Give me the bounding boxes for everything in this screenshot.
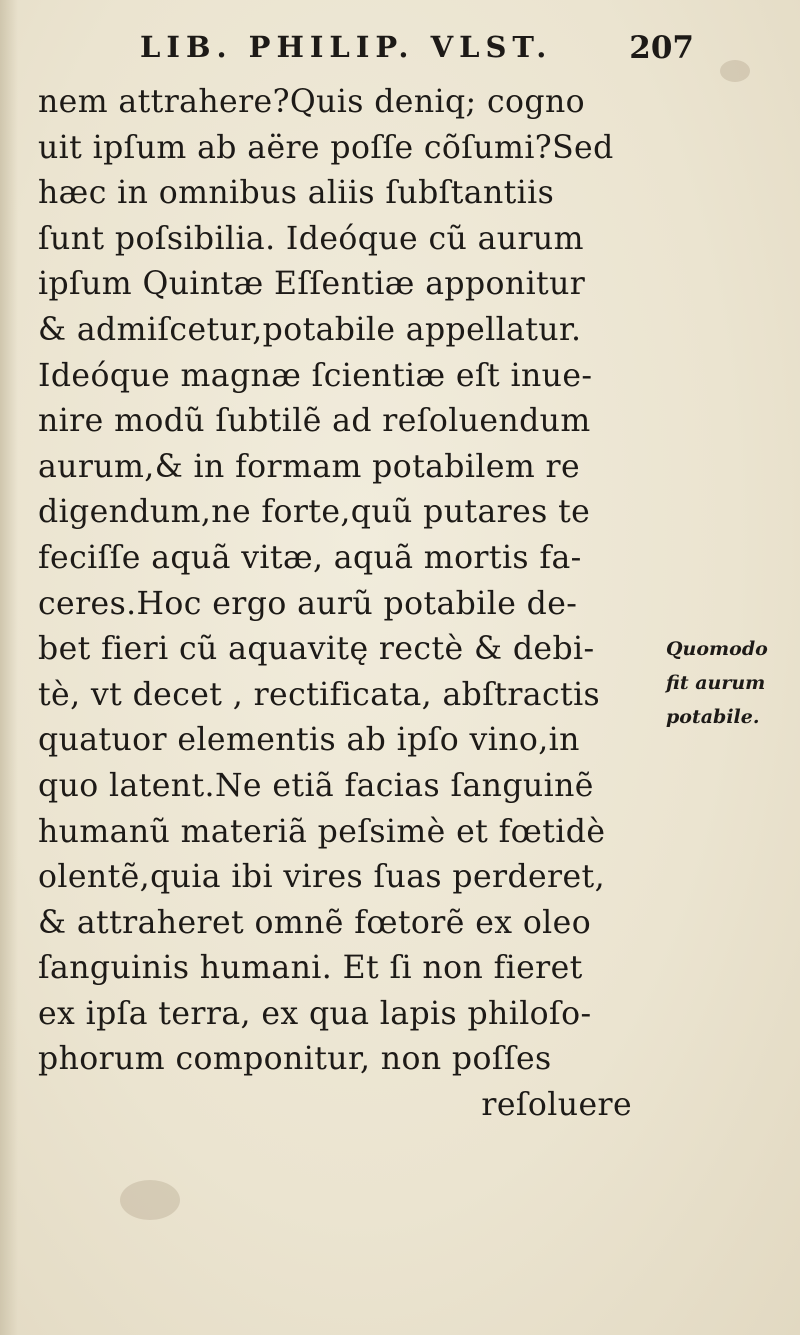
- main-text-block: [38, 80, 638, 1129]
- text-line: nire modũ ſubtilẽ ad reſoluendum: [38, 403, 591, 440]
- paper-stain: [720, 60, 750, 82]
- text-line: feciſſe aquã vitæ, aquã mortis fa-: [38, 539, 582, 576]
- text-line: uit ipſum ab aëre poſſe cõſumi?Sed: [38, 129, 614, 166]
- text-line: quo latent.Ne etiã facias ſanguinẽ: [38, 767, 594, 804]
- marginal-note-line: Quomodo: [666, 638, 768, 660]
- text-line: phorum componitur, non poſſes: [38, 1041, 552, 1078]
- gutter-shadow: [0, 0, 18, 1335]
- text-line: humanũ materiã peſsimè et fœtidè: [38, 813, 606, 850]
- text-line: digendum,ne forte,quũ putares te: [38, 494, 591, 531]
- text-line: ipſum Quintæ Eſſentiæ apponitur: [38, 266, 586, 303]
- text-line: & attraheret omnẽ fœtorẽ ex oleo: [38, 904, 592, 941]
- marginal-note: [666, 632, 800, 734]
- text-line: nem attrahere?Quis deniq; cogno: [38, 84, 586, 120]
- running-head-title: LIB. PHILIP. VLST.: [140, 30, 553, 64]
- catchword: reſoluere: [481, 1087, 632, 1124]
- marginal-note-line: fit aurum: [666, 672, 766, 694]
- text-line: ex ipſa terra, ex qua lapis philoſo-: [38, 995, 592, 1032]
- text-line: bet fieri cũ aquavitę rectè & debi-: [38, 631, 595, 668]
- page-number: 207: [629, 30, 694, 66]
- text-line: ſanguinis humani. Et ſi non fieret: [38, 950, 583, 987]
- text-line: ſunt poſsibilia. Ideóque cũ aurum: [38, 220, 584, 257]
- text-line: aurum,& in formam potabilem re: [38, 448, 581, 485]
- text-line: hæc in omnibus aliis ſubſtantiis: [38, 175, 555, 212]
- text-line: ceres.Hoc ergo aurũ potabile de-: [38, 585, 578, 622]
- marginal-note-line: potabile.: [666, 706, 760, 728]
- text-line: olentẽ,quia ibi vires ſuas perderet,: [38, 859, 606, 896]
- paper-stain: [120, 1180, 180, 1220]
- text-line: quatuor elementis ab ipſo vino,in: [38, 722, 580, 759]
- text-line: & admiſcetur,potabile appellatur.: [38, 311, 582, 348]
- running-head: [140, 30, 700, 70]
- text-line: Ideóque magnæ ſcientiæ eſt inue-: [38, 357, 593, 394]
- text-line: tè, vt decet , rectificata, abſtractis: [38, 676, 601, 713]
